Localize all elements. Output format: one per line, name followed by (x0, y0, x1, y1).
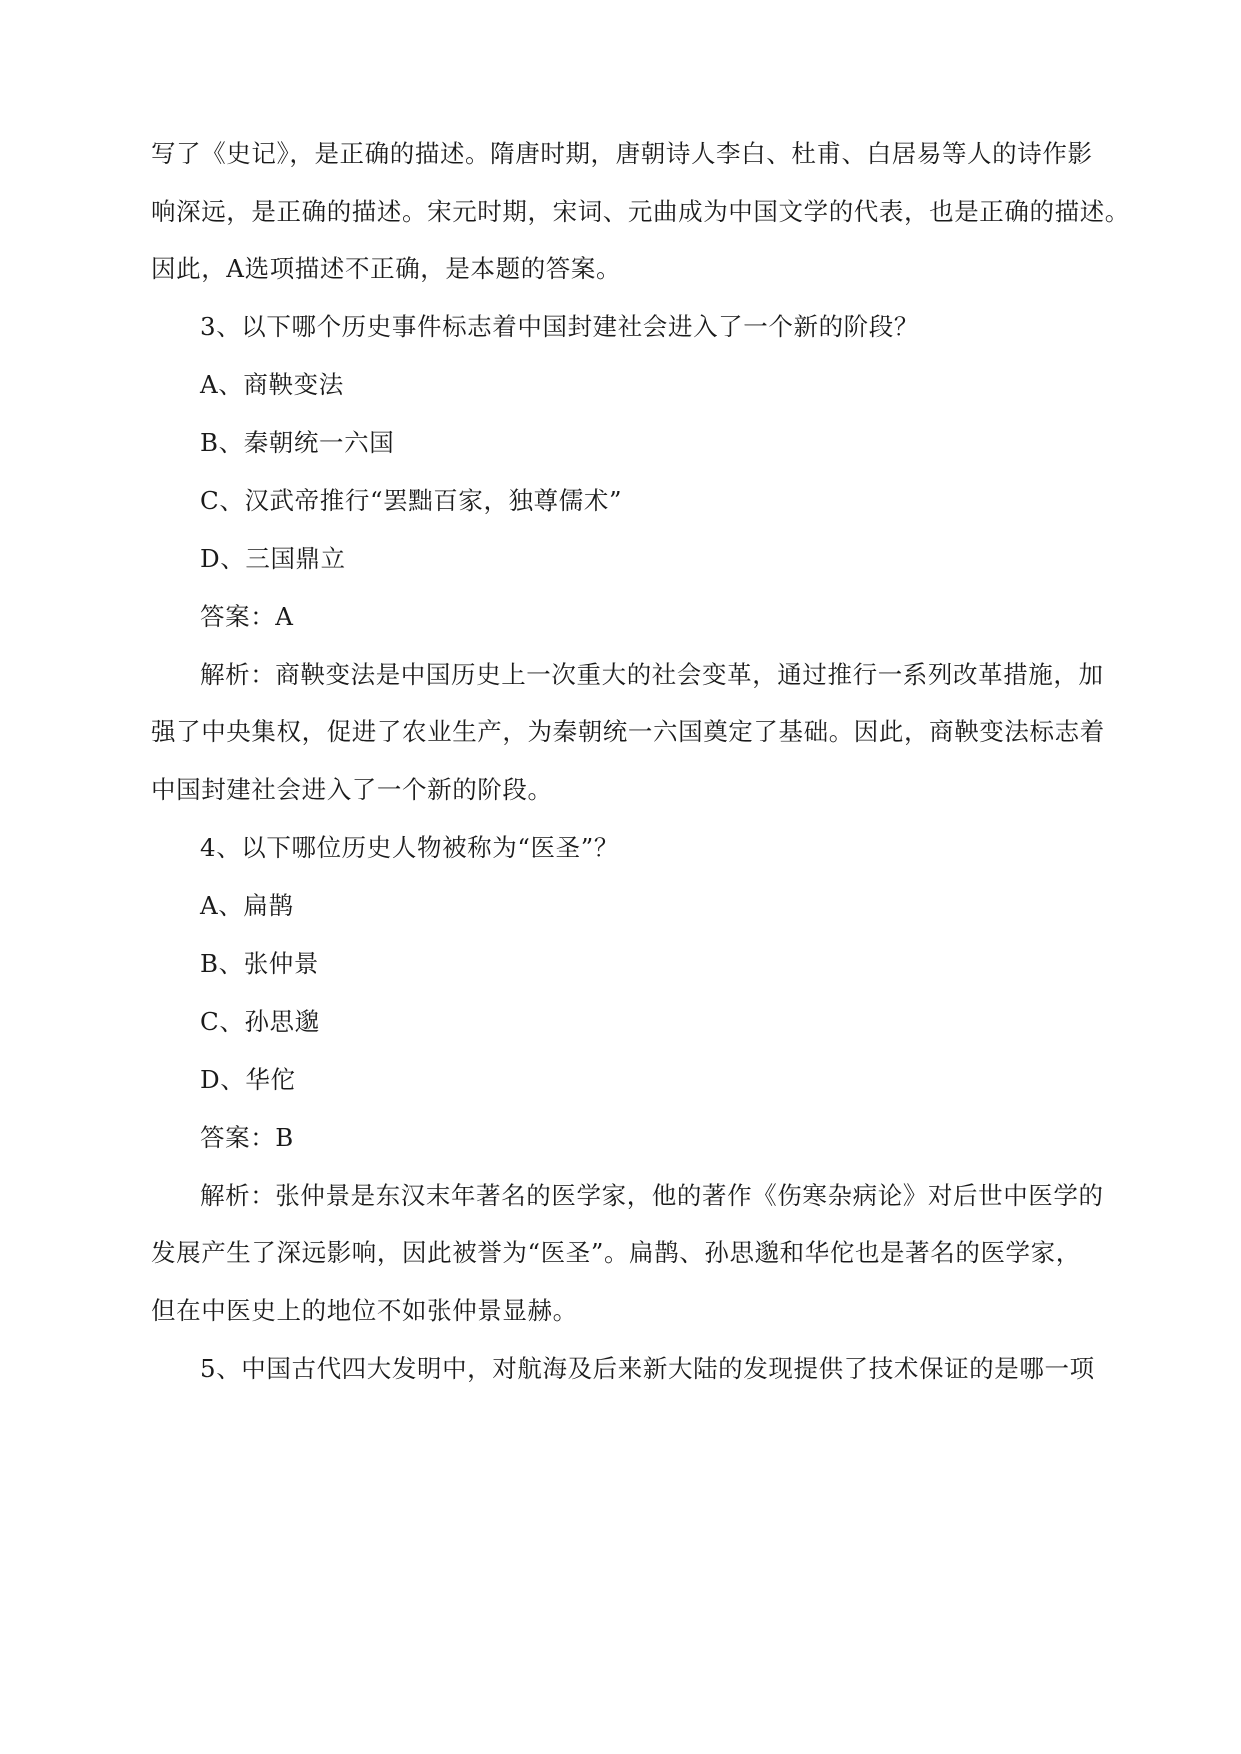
explanation: 解析：商鞅变法是中国历史上一次重大的社会变革，通过推行一系列改革措施，加 (200, 660, 1104, 689)
option-b: B、张仲景 (200, 949, 320, 978)
explanation: 解析：张仲景是东汉末年著名的医学家，他的著作《伤寒杂病论》对后世中医学的 (200, 1181, 1104, 1210)
question-4: 4、以下哪位历史人物被称为“医圣”？ (200, 833, 619, 862)
answer: 答案：A (200, 602, 294, 631)
option-a: A、扁鹊 (200, 891, 294, 920)
question-5: 5、中国古代四大发明中，对航海及后来新大陆的发现提供了技术保证的是哪一项 (200, 1354, 1095, 1383)
option-b: B、秦朝统一六国 (200, 428, 395, 457)
answer: 答案：B (200, 1123, 294, 1152)
text-line: 响深远，是正确的描述。宋元时期，宋词、元曲成为中国文学的代表，也是正确的描述。 (151, 197, 1130, 226)
text-line: 因此，A选项描述不正确，是本题的答案。 (151, 254, 622, 283)
text-line: 发展产生了深远影响，因此被誉为“医圣”。扁鹊、孙思邈和华佗也是著名的医学家， (151, 1238, 1081, 1267)
text-line: 强了中央集权，促进了农业生产，为秦朝统一六国奠定了基础。因此，商鞅变法标志着 (151, 717, 1105, 746)
question-3: 3、以下哪个历史事件标志着中国封建社会进入了一个新的阶段？ (200, 312, 919, 341)
option-c: C、孙思邈 (200, 1007, 320, 1036)
text-line: 写了《史记》，是正确的描述。隋唐时期，唐朝诗人李白、杜甫、白居易等人的诗作影 (151, 139, 1093, 168)
option-a: A、商鞅变法 (200, 370, 344, 399)
text-line: 但在中医史上的地位不如张仲景显赫。 (151, 1296, 578, 1325)
text-line: 中国封建社会进入了一个新的阶段。 (151, 775, 553, 804)
option-c: C、汉武帝推行“罢黜百家，独尊儒术” (200, 486, 623, 515)
option-d: D、华佗 (200, 1065, 296, 1094)
option-d: D、三国鼎立 (200, 544, 346, 573)
